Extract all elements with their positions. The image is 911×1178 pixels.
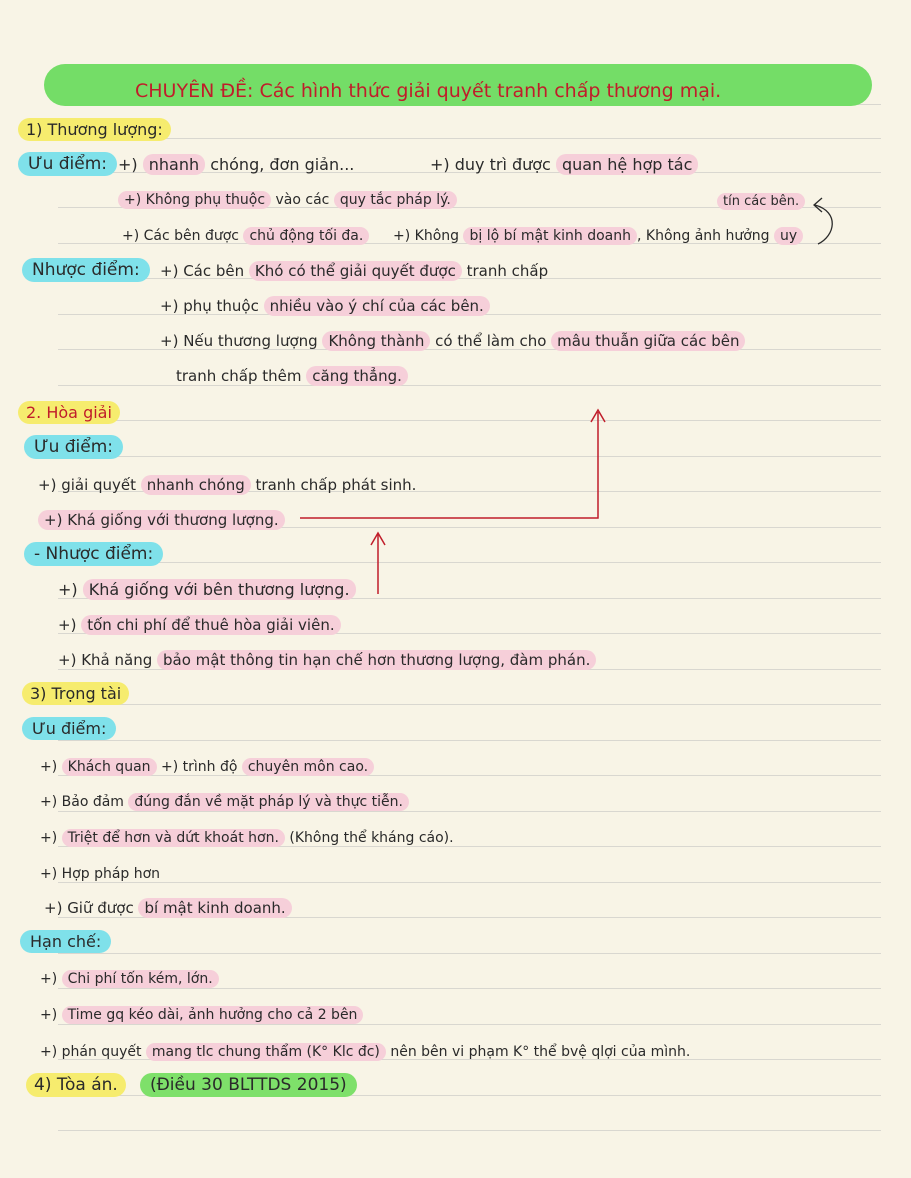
s2-adv-1-hl: nhanh chóng [141, 475, 251, 495]
s1-adv-1-hl: nhanh [143, 154, 205, 175]
s1-dis-3-pre: +) Nếu thương lượng [160, 332, 323, 350]
s1-dis-2-pre: +) phụ thuộc [160, 297, 264, 315]
s1-adv-3-hl2: quy tắc pháp lý. [334, 191, 457, 209]
s2-dis-3-hl: bảo mật thông tin hạn chế hơn thương lượng, đàm phán. [157, 650, 596, 670]
s3-adv-1-hl: Khách quan [62, 758, 157, 776]
s3-adv-3-post: (Không thể kháng cáo). [284, 830, 454, 846]
s3-lim-1-pre: +) [40, 971, 62, 987]
s2-dis-1-hl: Khá giống với bên thương lượng. [83, 579, 356, 600]
s1-adv-4-hl: chủ động tối đa. [243, 227, 369, 245]
s3-adv-5-pre: +) Giữ được [44, 899, 139, 917]
s2-dis-3-pre: +) Khả năng [58, 651, 157, 669]
s3-adv-1-hl2: chuyên môn cao. [242, 758, 374, 776]
s3-lim-label-text: Hạn chế: [20, 930, 111, 953]
s3-lim-3-post: nên bên vi phạm K° thể bvệ qlợi của mình. [385, 1044, 691, 1060]
s1-adv-3-hl: +) Không phụ thuộc [118, 191, 271, 209]
section-3-heading-text: 3) Trọng tài [22, 682, 129, 705]
s1-adv-1-post: chóng, đơn giản... [205, 155, 355, 174]
s3-adv-2-pre: +) Bảo đảm [40, 794, 129, 810]
s1-dis-4-pre: tranh chấp thêm [176, 367, 307, 385]
s1-adv-4-hl3: uy [774, 227, 803, 245]
s1-dis-4-hl: căng thẳng. [306, 366, 408, 386]
s2-dis-label-text: - Nhược điểm: [24, 542, 163, 566]
s2-adv-2-text: +) Khá giống với thương lượng. [38, 510, 285, 530]
s2-adv-label-text: Ưu điểm: [24, 435, 123, 459]
s3-adv-1-pre: +) [40, 759, 62, 775]
s1-adv-label-text: Ưu điểm: [18, 152, 117, 176]
s1-adv-3-side-text: tín các bên. [717, 193, 805, 210]
page-title: CHUYÊN ĐỀ: Các hình thức giải quyết tranh chấp thương mại. [135, 80, 722, 102]
s1-dis-3-hl: Không thành [322, 331, 430, 351]
s1-adv-4-pre2: +) Không [393, 228, 464, 244]
s1-adv-4-post: , Không ảnh hưởng [636, 228, 775, 244]
s3-adv-1-mid: +) trình độ [156, 759, 242, 775]
s3-adv-4: +) Hợp pháp hơn [40, 866, 161, 882]
s2-adv-1-post: tranh chấp phát sinh. [250, 476, 417, 494]
s3-adv-3-hl: Triệt để hơn và dứt khoát hơn. [62, 829, 285, 847]
s1-adv-2-hl: quan hệ hợp tác [556, 154, 698, 175]
s3-adv-label-text: Ưu điểm: [22, 717, 116, 740]
s4-reference-text: (Điều 30 BLTTDS 2015) [140, 1073, 357, 1097]
s2-dis-1-pre: +) [58, 580, 83, 599]
s1-dis-3-hl2: mâu thuẫn giữa các bên [551, 331, 745, 351]
s1-dis-1-hl: Khó có thể giải quyết được [249, 261, 462, 281]
s3-adv-5-hl: bí mật kinh doanh. [138, 898, 291, 918]
s3-adv-2-hl: đúng đắn về mặt pháp lý và thực tiễn. [128, 793, 409, 811]
s1-adv-4-pre: +) Các bên được [122, 228, 244, 244]
s1-adv-2-pre: +) duy trì được [430, 155, 556, 174]
s2-adv-1-pre: +) giải quyết [38, 476, 141, 494]
s3-lim-2-pre: +) [40, 1007, 62, 1023]
s3-lim-2-hl: Time gq kéo dài, ảnh hưởng cho cả 2 bên [62, 1006, 364, 1024]
s3-lim-3-hl: mang tlc chung thẩm (K° Klc đc) [146, 1043, 386, 1061]
s1-dis-1-pre: +) Các bên [160, 262, 249, 280]
s1-dis-3-mid: có thể làm cho [430, 332, 552, 350]
s2-dis-2-pre: +) [58, 616, 82, 634]
section-2-heading-text: 2. Hòa giải [18, 401, 120, 424]
s2-dis-2-hl: tốn chi phí để thuê hòa giải viên. [81, 615, 340, 635]
section-1-heading-text: 1) Thương lượng: [18, 118, 171, 141]
s1-dis-2-hl: nhiều vào ý chí của các bên. [264, 296, 490, 316]
s3-adv-3-pre: +) [40, 830, 62, 846]
s1-adv-1-pre: +) [118, 155, 143, 174]
s1-adv-4-hl2: bị lộ bí mật kinh doanh [463, 227, 637, 245]
s1-dis-1-post: tranh chấp [461, 262, 549, 280]
arrow-to-s1-disadvantage [300, 412, 598, 518]
s3-lim-3-pre: +) phán quyết [40, 1044, 146, 1060]
s3-lim-1-hl: Chi phí tốn kém, lớn. [62, 970, 219, 988]
s1-adv-3-mid: vào các [271, 192, 334, 208]
s1-dis-label-text: Nhược điểm: [22, 258, 150, 282]
curved-continuation-arrow [815, 205, 832, 244]
section-4-heading-text: 4) Tòa án. [26, 1073, 126, 1097]
